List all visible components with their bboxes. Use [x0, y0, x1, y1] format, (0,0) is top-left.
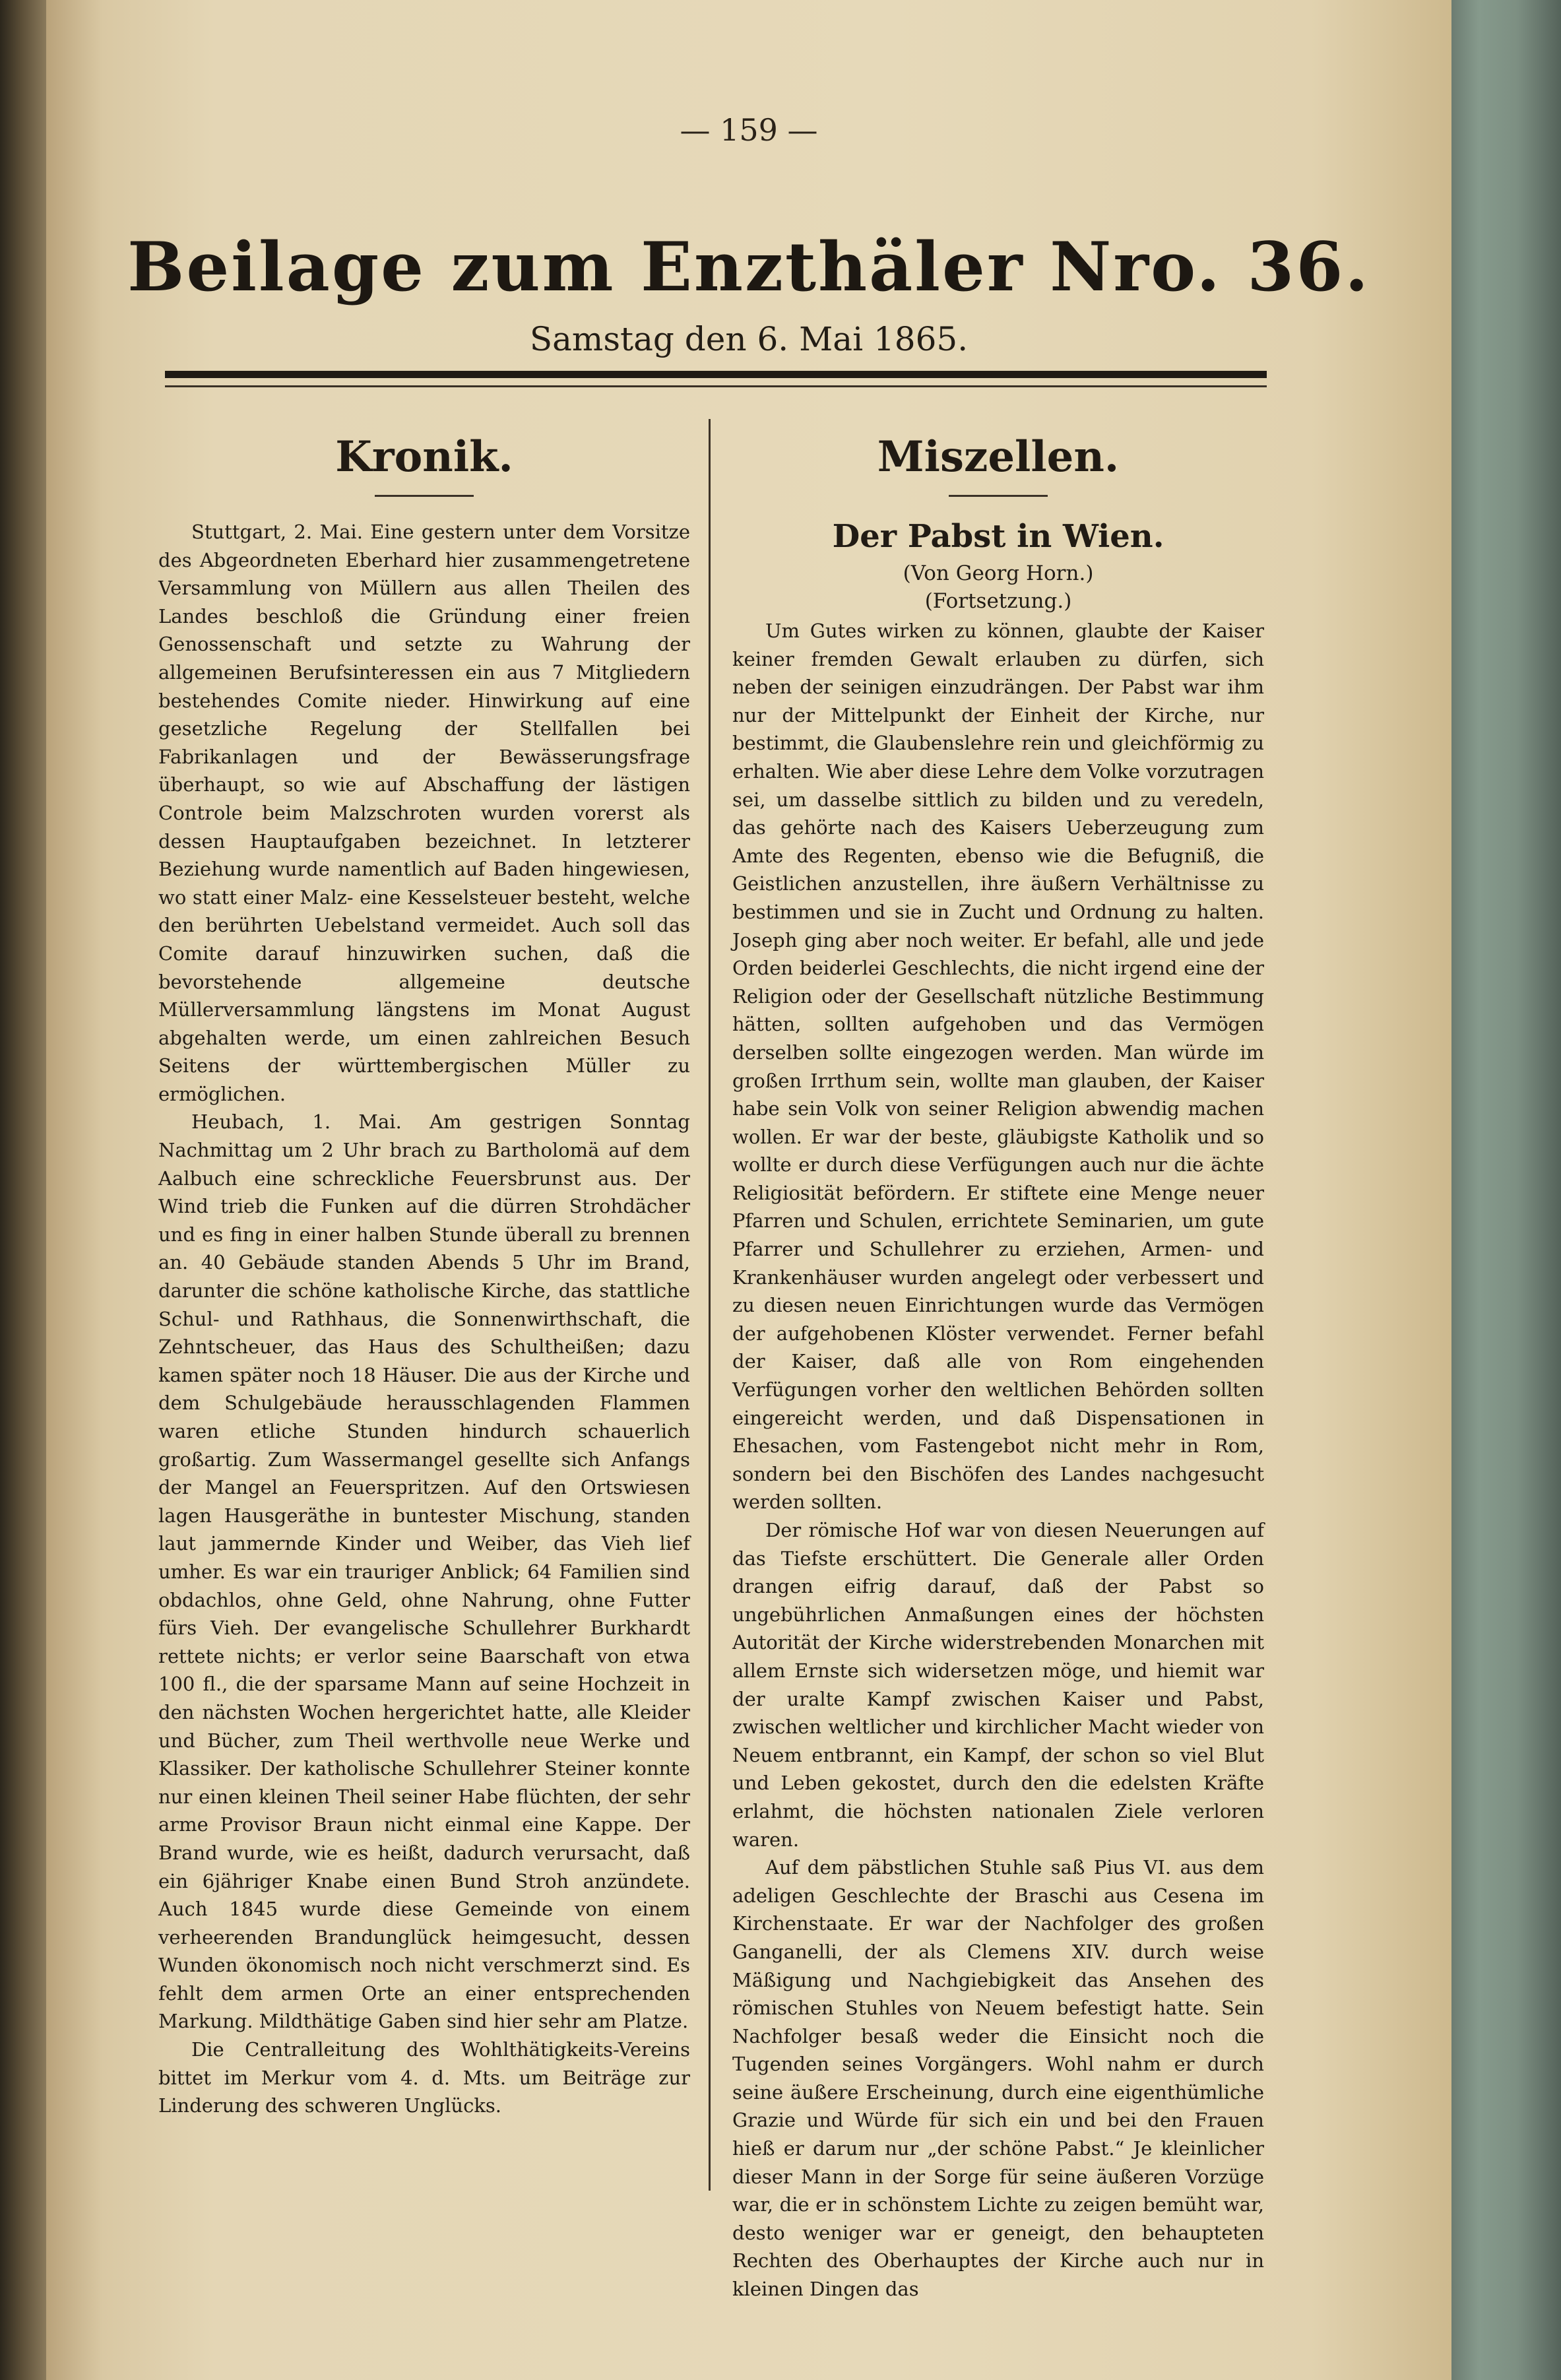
article-paragraph: Um Gutes wirken zu können, glaubte der Kaiser keiner fremden Gewalt erlauben zu dürfen, sich neben der seinigen einzudrängen. Der Pabst war ihm nur der Mittelpunkt der Einheit der Kirche, nur bestimmt, die Glaubenslehre rein und gleichförmig zu erhalten. Wie aber diese Lehre dem Volke vorzutragen sei, um dasselbe sittlich zu bilden und zu veredeln, das gehörte nach des Kaisers Ueberzeugung zum Amte des Regenten, ebenso wie die Befugniß, die Geistlichen anzustellen, ihre äußern Verhältnisse zu bestimmen und sie in Zucht und Ordnung zu halten. Joseph ging aber noch weiter. Er befahl, alle und jede Orden beiderlei Geschlechts, die nicht irgend eine der Religion oder der Gesellschaft nützliche Bestimmung hätten, sollten aufgehoben und das Vermögen derselben sollte eingezogen werden. Man würde im großen Irrthum sein, wollte man glauben, der Kaiser habe sein Volk von seiner Religion abwendig machen wollen. Er war der beste, gläubigste Katholik und so wollte er durch diese Verfügungen auch nur die ächte Religiosität befördern. Er stiftete eine Menge neuer Pfarren und Schulen, errichtete Seminarien, um gute Pfarrer und Schullehrer zu erziehen, Armen- und Krankenhäuser wurden angelegt oder verbessert und zu diesen neuen Einrichtungen wurde das Vermögen der aufgehobenen Klöster verwendet. Ferner befahl der Kaiser, daß alle von Rom eingehenden Verfügungen vorher den weltlichen Behörden sollten eingereicht werden, und daß Dispensationen in Ehesachen, vom Fastengebot nicht mehr in Rom, sondern bei den Bischöfen des Landes nachgesucht werden sollten. [732, 620, 1264, 1514]
heading-rule [375, 495, 474, 497]
byline: (Von Georg Horn.) [903, 562, 1094, 585]
article-paragraph: Auf dem päbstlichen Stuhle saß Pius VI. aus dem adeligen Geschlechte der Braschi aus Cesena im Kirchenstaate. Er war der Nachfolger des großen Ganganelli, der als Clemens XIV. durch weise Mäßigung und Nachgiebigkeit das Ansehen des römischen Stuhles von Neuem befestigt hatte. Sein Nachfolger besaß weder die Einsicht noch die Tugenden seines Vorgängers. Wohl nahm er durch seine äußere Erscheinung, durch eine eigenthümliche Grazie und Würde für sich ein und bei den Frauen hieß er darum nur „der schöne Pabst.“ Je kleinlicher dieser Mann in der Sorge für seine äußeren Vorzüge war, die er in schönstem Lichte zu zeigen bemüht war, desto weniger war er geneigt, den behaupteten Rechten des Oberhauptes der Kirche auch nur in kleinen Dingen das [732, 1856, 1264, 2301]
masthead-title: Beilage zum Enzthäler Nro. 36. [127, 228, 1370, 307]
page-number: — 159 — [680, 112, 818, 148]
right-column [732, 412, 1264, 2303]
header-rule-thin [165, 385, 1267, 387]
column-divider [709, 419, 711, 2191]
dateline: Samstag den 6. Mai 1865. [529, 320, 969, 358]
article-paragraph: Der römische Hof war von diesen Neuerungen auf das Tiefste erschüttert. Die Generale aller Orden drangen eifrig darauf, daß der Pabst so ungebührlichen Anmaßungen eines der höchsten Autorität der Kirche widerstrebenden Monarchen mit allem Ernste sich widersetzen möge, und hiemit war der uralte Kampf zwischen Kaiser und Pabst, zwischen weltlicher und kirchlicher Macht wieder von Neuem entbrannt, ein Kampf, der schon so viel Blut und Leben gekostet, durch den die edelsten Kräfte erlahmt, die höchsten nationalen Ziele verloren waren. [732, 1519, 1264, 1851]
article-title: Der Pabst in Wien. [832, 518, 1164, 555]
continuation-note: (Fortsetzung.) [924, 589, 1072, 613]
section-heading-miszellen: Miszellen. [877, 432, 1120, 482]
article-paragraph: Stuttgart, 2. Mai. Eine gestern unter dem Vorsitze des Abgeordneten Eberhard hier zusammengetretene Versammlung von Müllern aus allen Theilen des Landes beschloß die Gründung einer freien Genossenschaft und setzte zu Wahrung der allgemeinen Berufsinteressen ein aus 7 Mitgliedern bestehendes Comite nieder. Hinwirkung auf eine gesetzliche Regelung der Stellfallen bei Fabrikanlagen und der Bewässerungsfrage überhaupt, so wie auf Abschaffung der lästigen Controle beim Malzschroten wurden vorerst als dessen Hauptaufgaben bezeichnet. In letzterer Beziehung wurde namentlich auf Baden hingewiesen, wo statt einer Malz- eine Kesselsteuer besteht, welche den berührten Uebelstand vermeidet. Auch soll das Comite darauf hinzuwirken suchen, daß die bevorstehende allgemeine deutsche Müllerversammlung längstens im Monat August abgehalten werde, um einen zahlreichen Besuch Seitens der württembergischen Müller zu ermöglichen. [158, 521, 690, 1105]
book-cover-edge [1451, 0, 1561, 2380]
header-rule-thick [165, 371, 1267, 378]
article-paragraph: Die Centralleitung des Wohlthätigkeits-Vereins bittet im Merkur vom 4. d. Mts. um Beiträge zur Linderung des schweren Unglücks. [158, 2038, 690, 2117]
book-binding [0, 0, 46, 2380]
newspaper-page [46, 0, 1451, 2380]
left-column [158, 412, 690, 2120]
heading-rule [949, 495, 1048, 497]
section-heading-kronik: Kronik. [335, 432, 513, 482]
article-paragraph: Heubach, 1. Mai. Am gestrigen Sonntag Nachmittag um 2 Uhr brach zu Bartholomä auf dem Aalbuch eine schreckliche Feuersbrunst aus. Der Wind trieb die Funken auf die dürren Strohdächer und es fing in einer halben Stunde überall zu brennen an. 40 Gebäude standen Abends 5 Uhr im Brand, darunter die schöne katholische Kirche, das stattliche Schul- und Rathhaus, die Sonnenwirthschaft, die Zehntscheuer, das Haus des Schultheißen; dazu kamen später noch 18 Häuser. Die aus der Kirche und dem Schulgebäude herausschlagenden Flammen waren etliche Stunden hindurch schauerlich großartig. Zum Wassermangel gesellte sich Anfangs der Mangel an Feuerspritzen. Auf den Ortswiesen lagen Hausgeräthe in buntester Mischung, standen laut jammernde Kinder und Weiber, das Vieh lief umher. Es war ein trauriger Anblick; 64 Familien sind obdachlos, ohne Geld, ohne Nahrung, ohne Futter fürs Vieh. Der evangelische Schullehrer Burkhardt rettete nichts; er verlor seine Baarschaft von etwa 100 fl., die der sparsame Mann auf seine Hochzeit in den nächsten Wochen hergerichtet hatte, alle Kleider und Bücher, zum Theil werthvolle neue Werke und Klassiker. Der katholische Schullehrer Steiner konnte nur einen kleinen Theil seiner Habe flüchten, der sehr arme Provisor Braun nicht einmal eine Kappe. Der Brand wurde, wie es heißt, dadurch verursacht, daß ein 6jähriger Knabe einen Bund Stroh anzündete. Auch 1845 wurde diese Gemeinde von einem verheerenden Brandunglück heimgesucht, dessen Wunden ökonomisch noch nicht verschmerzt sind. Es fehlt dem armen Orte an einer entsprechenden Markung. Mildthätige Gaben sind hier sehr am Platze. [158, 1110, 690, 2033]
